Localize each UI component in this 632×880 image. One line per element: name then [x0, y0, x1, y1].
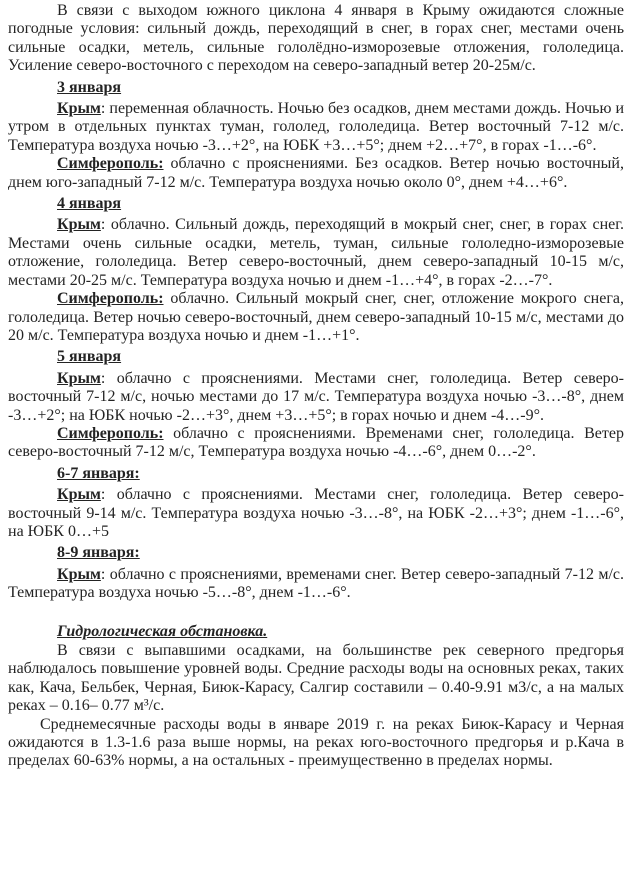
- section-heading-text: 4 января: [57, 195, 122, 213]
- region-label-colon: :: [100, 216, 106, 234]
- forecast-text: облачно. Сильный мокрый снег, снег, отложение мокрого снега, гололедица. Ветер ночью северо-восточный, днем северо-западный 10-15 м/с, местами до 20 м/с. Температура воздуха ночью и днем -1…+1°.: [8, 290, 625, 344]
- region-label-colon: :: [100, 100, 106, 118]
- forecast-paragraph-krym: [8, 486, 624, 541]
- forecast-text: переменная облачность. Ночью без осадков, днем местами дождь. Ночью и утром в отдельных пунктах туман, гололед, гололедица. Ветер восточный 7-12 м/с. Температура воздуха ночью -3…+2°, на ЮБК +3…+5°; днем +2…+7°, в горах -1…-6°.: [8, 100, 625, 154]
- forecast-paragraph-krym: [8, 370, 624, 425]
- region-label-colon: :: [100, 486, 106, 504]
- region-label-colon: :: [100, 565, 106, 583]
- forecast-paragraph-simferopol: [8, 155, 624, 192]
- forecast-text: облачно с прояснениями. Местами снег, гололедица. Ветер северо-восточный 7-12 м/с, ночью местами до 17 м/с. Температура воздуха ночью -3…-8°, днем -3…+2°; на ЮБК ночью -2…+3°, днем +3…+5°; в горах ночью и днем -4…-9°.: [8, 369, 624, 424]
- forecast-paragraph-krym: [8, 216, 624, 290]
- region-label-krym: Крым: [57, 216, 101, 234]
- forecast-text: облачно с прояснениями, временами снег. Ветер северо-западный 7-12 м/с. Температура воздуха ночью -5…-8°, днем -1…-6°.: [8, 565, 625, 602]
- forecast-paragraph-krym: [8, 566, 624, 603]
- hydrology-section: [8, 623, 624, 771]
- region-label-simferopol: Симферополь:: [57, 424, 164, 442]
- forecast-text: облачно с прояснениями. Местами снег, гололедица. Ветер северо-восточный 9-14 м/с. Температура воздуха ночью -3…-8°, на ЮБК -2…+3°; днем -1…-6°, на ЮБК 0…+5: [8, 486, 624, 540]
- section-heading-text: 6-7 января:: [57, 464, 140, 482]
- region-label-krym: Крым: [57, 486, 101, 504]
- section-heading-text: 5 января: [57, 348, 122, 366]
- hydrology-paragraph-1: В связи с выпавшими осадками, на большинстве рек северного предгорья наблюдалось повышение уровней воды. Средние расходы воды на основных реках, таких как, Кача, Бельбек, Черная, Биюк-Карасу, Салгир составили – 0.40-9.91 м3/с, а на малых реках – 0.16– 0.77 м³/с.: [8, 642, 624, 715]
- region-label-colon: :: [100, 369, 106, 387]
- hydrology-paragraph-2: Среднемесячные расходы воды в январе 2019 г. на реках Биюк-Карасу и Черная ожидаются в 1.3-1.6 раза выше нормы, на реках юго-восточного предгорья и р.Кача в пределах 60-63% нормы, а на остальных - преимущественно в пределах нормы.: [8, 715, 624, 770]
- section-heading-6-7-jan: [8, 465, 624, 483]
- forecast-paragraph-krym: [8, 100, 624, 155]
- hydrology-heading: [8, 623, 624, 641]
- section-heading-text: 8-9 января:: [57, 544, 140, 562]
- section-heading-4-jan: [8, 195, 624, 213]
- section-heading-5-jan: [8, 348, 624, 366]
- section-heading-3-jan: [8, 79, 624, 97]
- region-label-krym: Крым: [57, 565, 101, 583]
- forecast-paragraph-simferopol: [8, 425, 624, 462]
- forecast-text: облачно с прояснениями. Временами снег, гололедица. Ветер северо-восточный 7-12 м/с, Температура воздуха ночью -4…-6°, днем 0…-2°.: [8, 424, 625, 461]
- intro-paragraph: В связи с выходом южного циклона 4 января в Крыму ожидаются сложные погодные условия: сильный дождь, переходящий в снег, в горах снег, местами очень сильные осадки, метель, сильные гололёдно-изморозевые отложения, гололедица. Усиление северо-восточного с переходом на северо-западный ветер 20-25м/с.: [8, 2, 624, 75]
- region-label-simferopol: Симферополь:: [57, 290, 164, 308]
- region-label-krym: Крым: [57, 100, 101, 118]
- region-label-simferopol: Симферополь:: [57, 155, 164, 173]
- forecast-paragraph-simferopol: [8, 290, 624, 345]
- region-label-krym: Крым: [57, 369, 101, 387]
- section-heading-8-9-jan: [8, 544, 624, 562]
- forecast-text: облачно с прояснениями. Без осадков. Ветер ночью восточный, днем юго-западный 7-12 м/с. Температура воздуха ночью около 0°, днем +4…+6°.: [8, 155, 624, 191]
- hydrology-heading-text: Гидрологическая обстановка.: [57, 622, 268, 640]
- section-heading-text: 3 января: [57, 78, 122, 96]
- forecast-text: облачно. Сильный дождь, переходящий в мокрый снег, снег, в горах снег. Местами очень сильные осадки, метель, туман, сильные гололедно-изморозевые отложение, гололедица. Ветер северо-восточный, днем северо-западный 10-15 м/с, местами 20-25 м/с. Температура воздуха ночью и днем -1…+4°, в горах -2…-7°.: [8, 216, 624, 289]
